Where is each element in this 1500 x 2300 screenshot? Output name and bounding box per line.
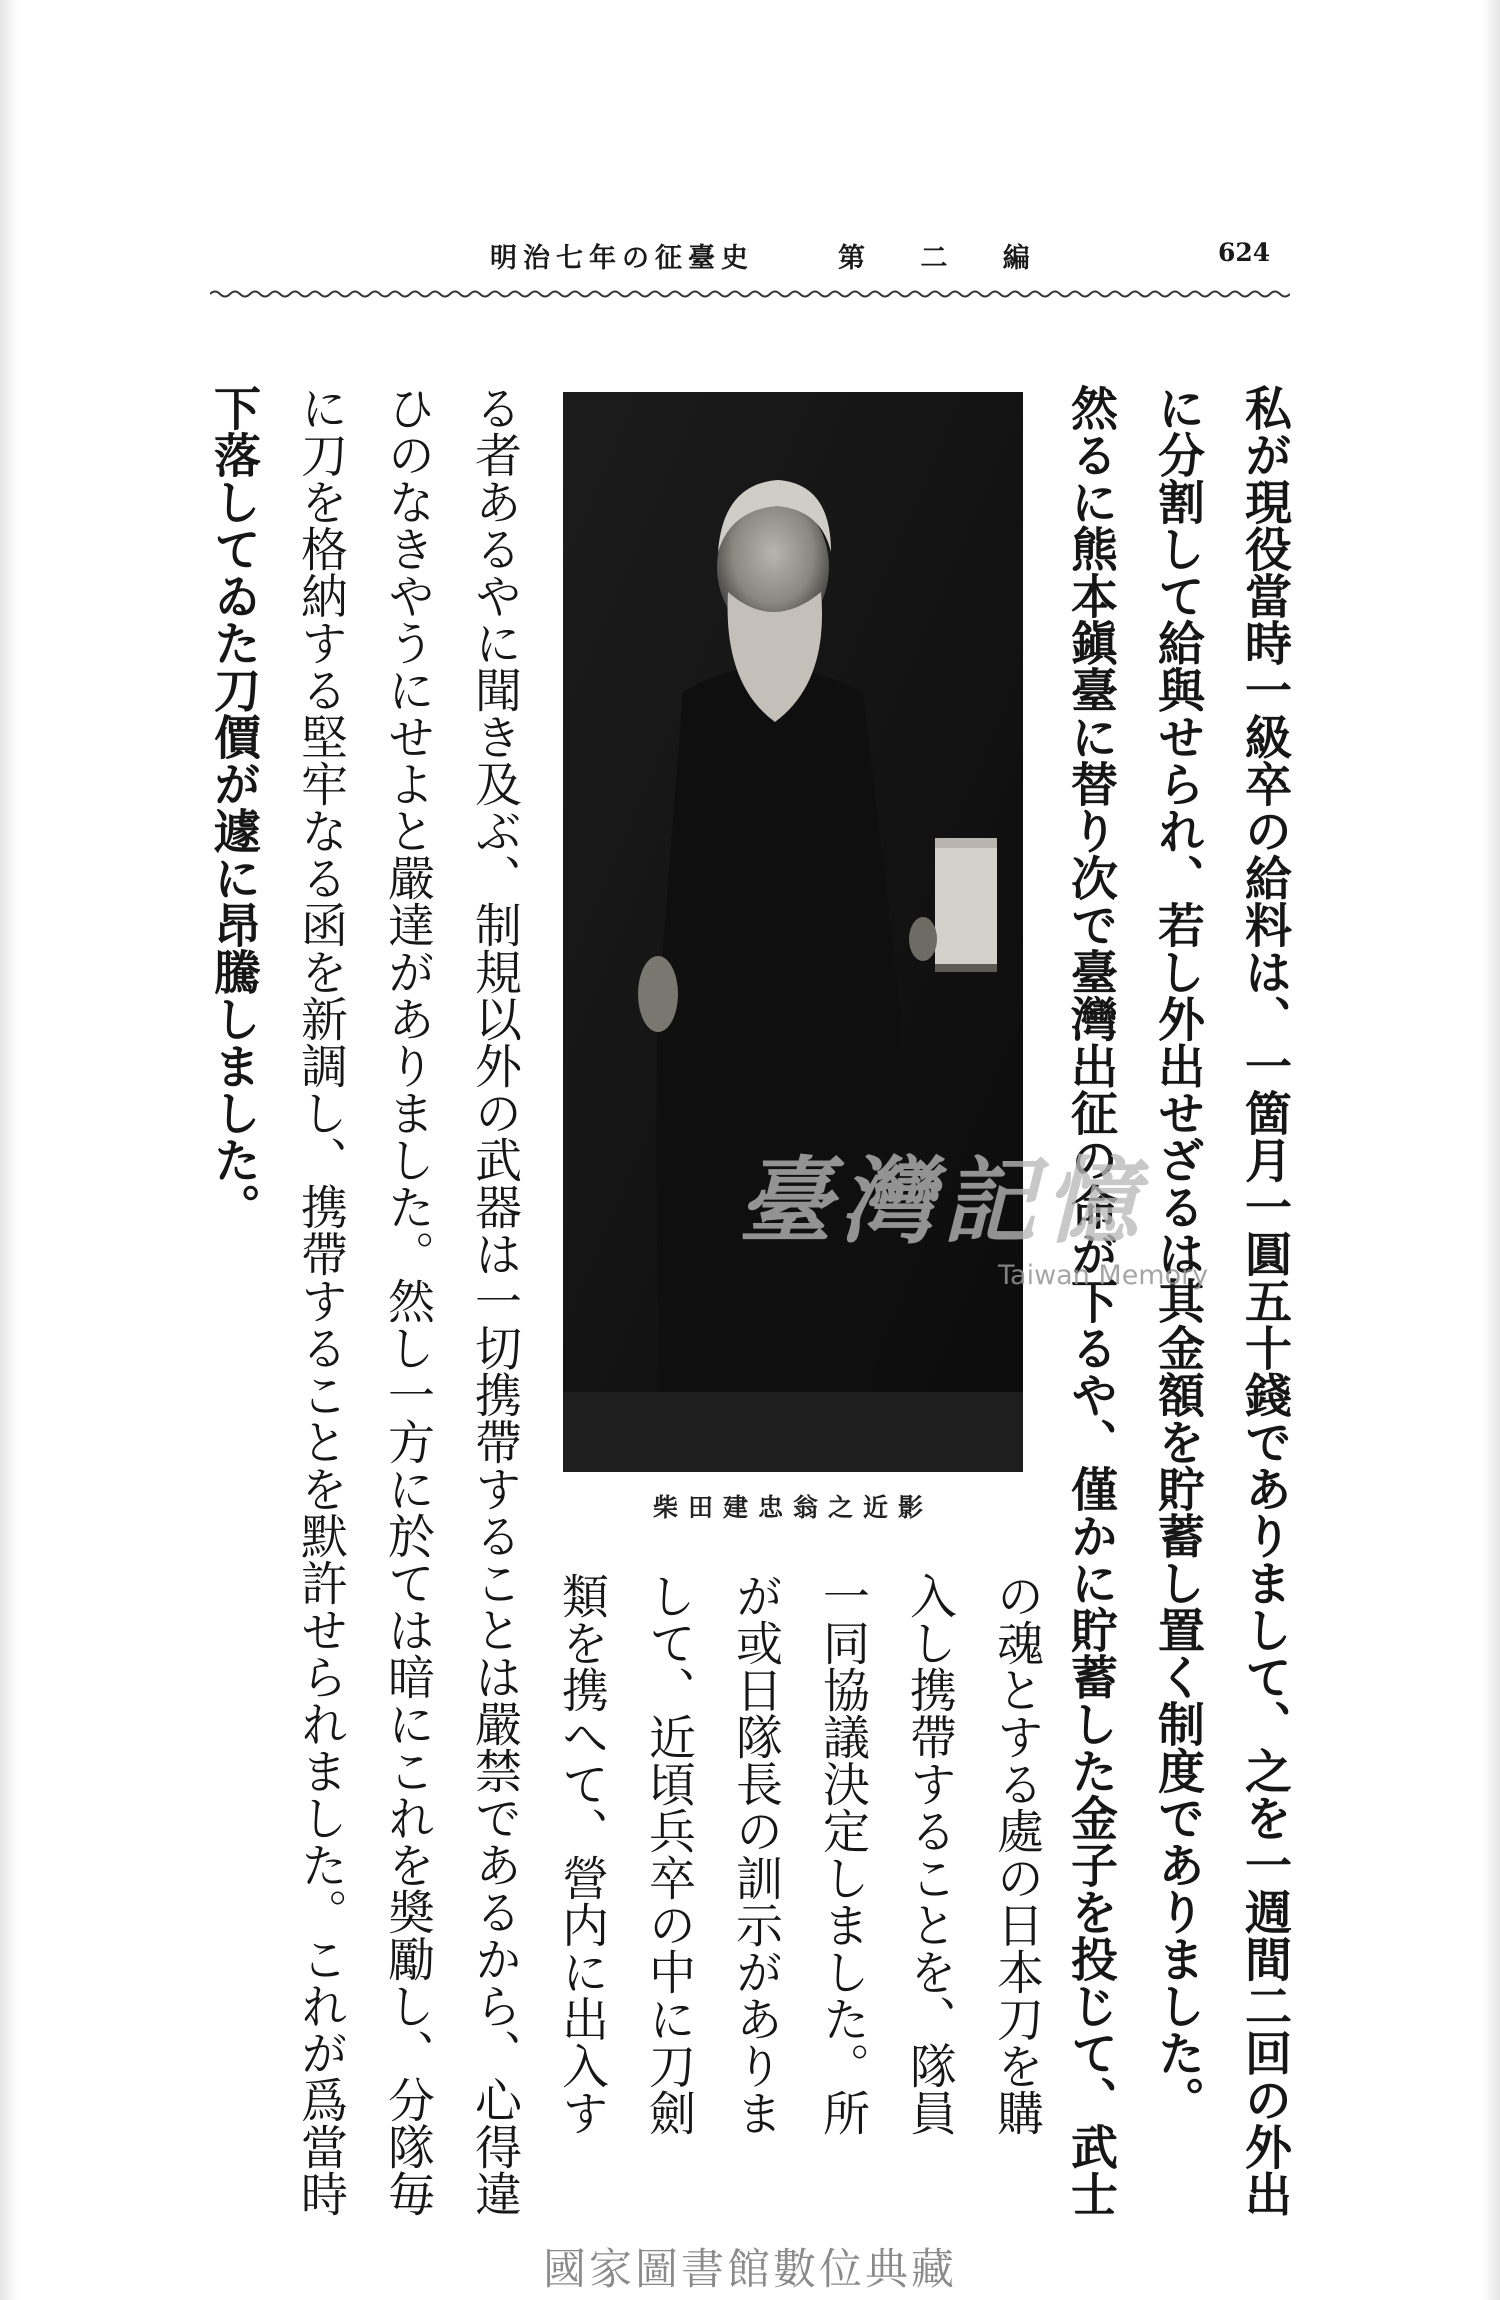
scan-edge-left: [0, 0, 18, 2300]
text-column-9: 類を携へて、營内に出入す: [554, 1572, 609, 2136]
text-column-5: 入し携帶することを、隊員: [902, 1572, 957, 2136]
text-column-6: 一同協議決定しました。所: [815, 1572, 870, 2136]
footer-collection-label: 國家圖書館數位典藏: [543, 2245, 957, 2295]
portrait-photo: [563, 392, 1023, 1472]
text-column-1: 私が現役當時一級卒の給料は、一箇月一圓五十錢でありまして、之を一週間二回の外出: [1237, 384, 1292, 2217]
photo-caption: 柴田建忠翁之近影: [652, 1493, 933, 1522]
header-wavy-rule: [210, 289, 1290, 299]
text-column-7: が或日隊長の訓示がありま: [728, 1572, 783, 2136]
text-column-13: 下落してゐた刀價が遽に昂騰しました。: [206, 384, 261, 1230]
text-column-3: 然るに熊本鎭臺に替り次で臺灣出征の命が下るや、僅かに貯蓄した金子を投じて、武士: [1063, 384, 1118, 2217]
text-column-12: に刀を格納する堅牢なる函を新調し、携帶することを默許せられました。これが爲當時: [293, 384, 348, 2217]
text-column-4: の魂とする處の日本刀を購: [989, 1572, 1044, 2136]
page-number: 624: [1218, 238, 1271, 267]
text-column-8: して、近頃兵卒の中に刀劍: [641, 1572, 696, 2136]
text-column-10: る者あるやに聞き及ぶ、制規以外の武器は一切携帶することは嚴禁であるから、心得違: [467, 384, 522, 2217]
watermark-chinese: 臺灣記憶: [738, 1147, 1147, 1257]
running-head: [210, 236, 1290, 276]
running-title: 明治七年の征臺史: [490, 243, 754, 274]
text-column-11: ひのなきやうにせよと嚴達がありました。然し一方に於ては暗にこれを奬勵し、分隊毎: [380, 384, 435, 2217]
text-column-2: に分割して給與せられ、若し外出せざるは其金額を貯蓄し置く制度でありました。: [1150, 384, 1205, 2123]
watermark-english: Taiwan Memory: [998, 1260, 1209, 1291]
scan-edge-right: [1482, 0, 1500, 2300]
running-part: 第 二 編: [838, 243, 1030, 274]
